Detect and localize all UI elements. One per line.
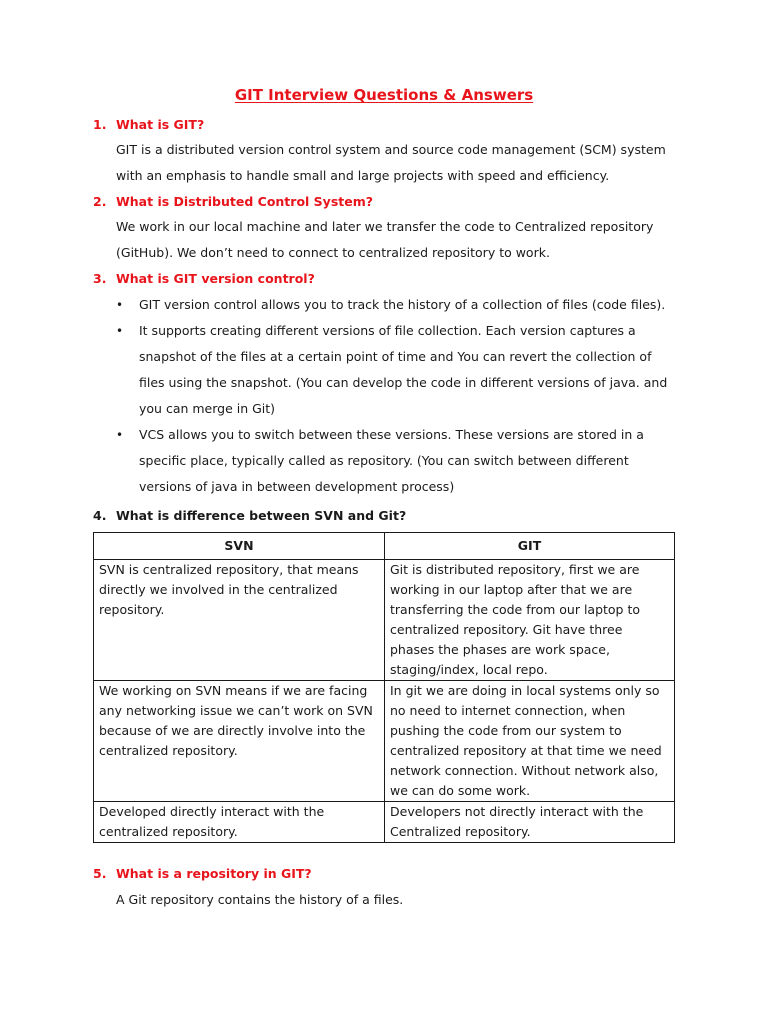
question-5 (93, 866, 312, 881)
document-title: GIT Interview Questions & Answers (234, 86, 534, 104)
cell-line: any networking issue we can’t work on SVN (99, 703, 373, 718)
cell-line: phases the phases are work space, (390, 642, 610, 657)
question-3 (93, 271, 315, 286)
cell-line: because of we are directly involve into the (99, 723, 366, 738)
question-4-text: What is difference between SVN and Git? (116, 508, 407, 523)
bullet-3-line-2: specific place, typically called as repository. (You can switch between different (139, 453, 629, 468)
table-header-svn: SVN (94, 533, 385, 560)
bullet-1-line-1: GIT version control allows you to track the history of a collection of files (code files). (139, 297, 666, 312)
question-4 (93, 508, 406, 523)
bullet-icon: • (116, 428, 124, 442)
bullet-2-line-2: snapshot of the files at a certain point of time and You can revert the collection of (139, 349, 652, 364)
question-1-number: 1. (93, 117, 107, 132)
cell-line: Git is distributed repository, first we are (390, 562, 640, 577)
cell-line: In git we are doing in local systems only so (390, 683, 660, 698)
cell-line: Developers not directly interact with the (390, 804, 644, 819)
table-header-git: GIT (385, 533, 675, 560)
answer-5-line-1: A Git repository contains the history of a files. (116, 892, 404, 907)
question-3-text: What is GIT version control? (116, 271, 315, 286)
question-5-text: What is a repository in GIT? (116, 866, 312, 881)
cell-line: staging/index, local repo. (390, 662, 548, 677)
table-cell-svn (94, 802, 385, 843)
answer-2 (116, 214, 653, 266)
question-3-number: 3. (93, 271, 107, 286)
cell-line: repository. (99, 602, 165, 617)
answer-1-line-1: GIT is a distributed version control system and source code management (SCM) system (116, 142, 666, 157)
cell-line: directly we involved in the centralized (99, 582, 338, 597)
table-row (94, 681, 675, 802)
cell-line: We working on SVN means if we are facing (99, 683, 368, 698)
table-row (94, 802, 675, 843)
question-1 (93, 117, 204, 132)
answer-1 (116, 137, 666, 189)
cell-line: centralized repository. (99, 824, 238, 839)
answer-2-line-2: (GitHub). We don’t need to connect to centralized repository to work. (116, 245, 550, 260)
table-cell-git (385, 681, 675, 802)
cell-line: centralized repository. Git have three (390, 622, 623, 637)
answer-3-bullet-list (116, 292, 676, 500)
bullet-2-line-1: It supports creating different versions of file collection. Each version captures a (139, 323, 636, 338)
table-header-row (94, 533, 675, 560)
bullet-item (116, 422, 676, 500)
cell-line: we can do some work. (390, 783, 531, 798)
cell-line: transferring the code from our laptop to (390, 602, 641, 617)
cell-line: centralized repository. (99, 743, 238, 758)
cell-line: centralized repository at that time we need (390, 743, 662, 758)
question-1-text: What is GIT? (116, 117, 205, 132)
cell-line: network connection. Without network also, (390, 763, 659, 778)
bullet-item (116, 292, 676, 318)
cell-line: working in our laptop after that we are (390, 582, 633, 597)
cell-line: SVN is centralized repository, that means (99, 562, 359, 577)
question-2 (93, 194, 373, 209)
svn-vs-git-table (93, 532, 675, 843)
question-4-number: 4. (93, 508, 107, 523)
table-row (94, 560, 675, 681)
answer-2-line-1: We work in our local machine and later we transfer the code to Centralized repository (116, 219, 654, 234)
question-2-text: What is Distributed Control System? (116, 194, 373, 209)
question-5-number: 5. (93, 866, 107, 881)
cell-line: Centralized repository. (390, 824, 531, 839)
bullet-icon: • (116, 324, 124, 338)
table-cell-git (385, 802, 675, 843)
table-cell-svn (94, 681, 385, 802)
cell-line: no need to internet connection, when (390, 703, 626, 718)
cell-line: Developed directly interact with the (99, 804, 325, 819)
answer-5 (116, 887, 403, 913)
answer-1-line-2: with an emphasis to handle small and large projects with speed and efficiency. (116, 168, 610, 183)
bullet-2-line-4: you can merge in Git) (139, 401, 276, 416)
bullet-2-line-3: files using the snapshot. (You can develop the code in different versions of java. and (139, 375, 668, 390)
cell-line: pushing the code from our system to (390, 723, 622, 738)
table-cell-svn (94, 560, 385, 681)
bullet-3-line-3: versions of java in between development process) (139, 479, 455, 494)
bullet-icon: • (116, 298, 124, 312)
table-cell-git (385, 560, 675, 681)
bullet-item (116, 318, 676, 422)
question-2-number: 2. (93, 194, 107, 209)
bullet-3-line-1: VCS allows you to switch between these versions. These versions are stored in a (139, 427, 644, 442)
